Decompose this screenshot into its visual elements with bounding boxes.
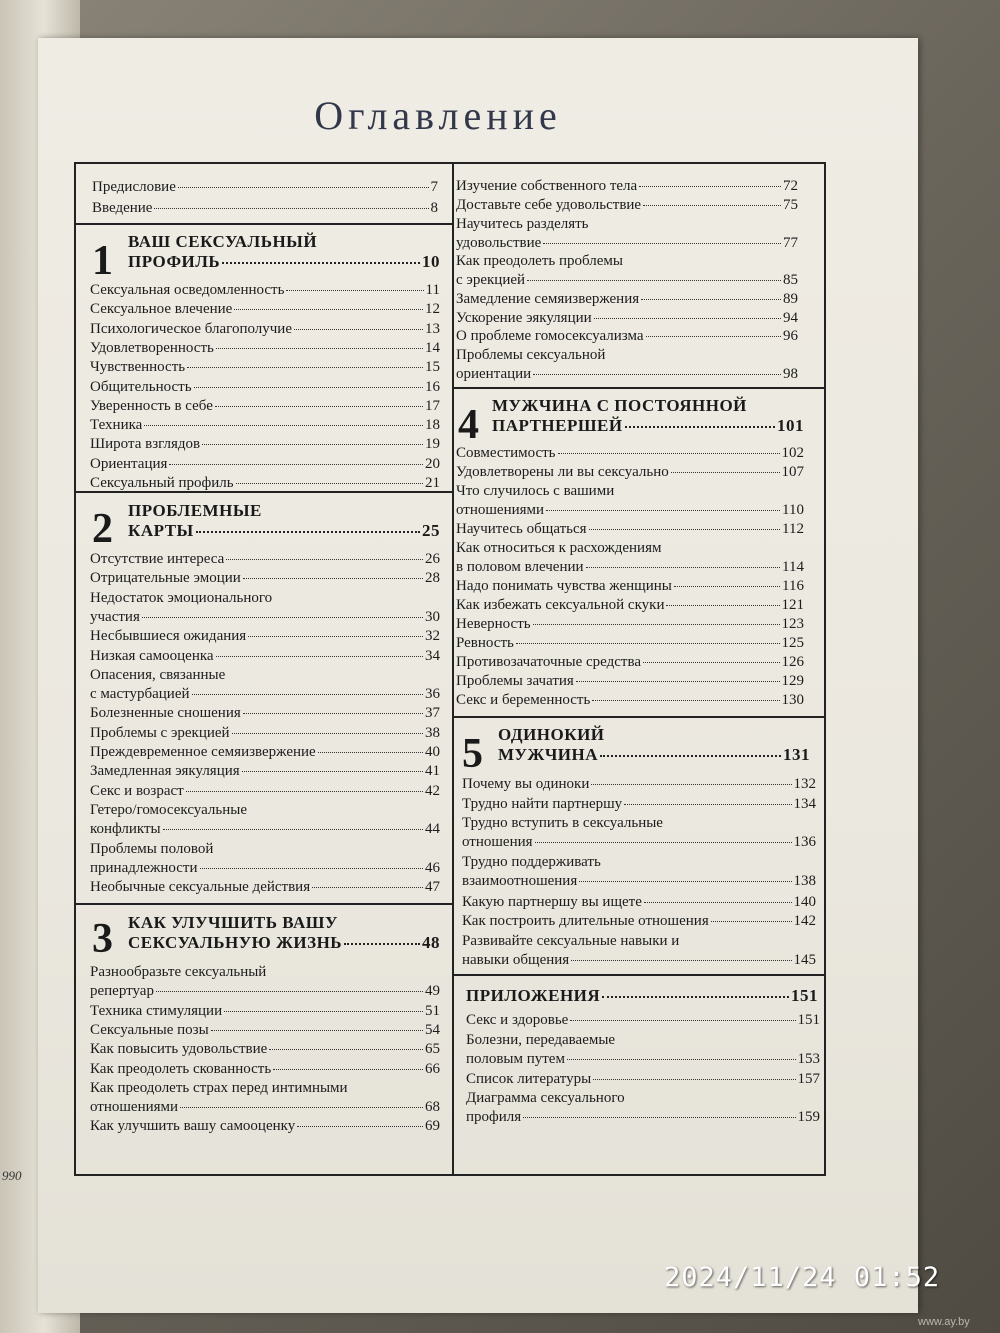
toc-entry-page: 85 [783,272,798,289]
toc-entry-text: Замедленная эякуляция [90,763,240,780]
toc-entry-page: 40 [425,744,440,760]
toc-entry-text: взаимоотношения [462,873,578,890]
toc-entry-page: 153 [797,1050,820,1067]
toc-entry-text: участия [90,608,140,625]
toc-entry-text: Техника [90,417,143,434]
toc-entry-page: 112 [782,521,804,537]
toc-entry-page: 44 [425,820,440,837]
toc-entry-text: Как преодолеть скованность [90,1060,272,1077]
toc-entry[interactable] [456,653,804,671]
separator [453,387,826,389]
toc-entry-text: Низкая самооценка [90,647,214,664]
toc-entry[interactable] [90,358,440,376]
toc-entry-text: Трудно вступить в сексуальные [462,815,663,832]
toc-entry-page: 69 [425,1118,440,1135]
toc-entry[interactable] [90,801,440,839]
toc-entry[interactable] [462,893,816,911]
toc-entry-page: 142 [793,913,816,930]
toc-entry-page: 34 [425,647,440,664]
toc-entry[interactable] [90,455,440,473]
toc-entry-text: Сексуальные позы [90,1021,209,1038]
toc-entry-page: 125 [781,635,804,651]
toc-entry-text: Совместимость [456,445,556,461]
toc-entry-page: 136 [793,834,816,851]
toc-entry-page: 134 [793,795,816,812]
toc-entry-page: 72 [783,178,798,194]
toc-entry[interactable] [456,177,798,195]
toc-entry-text: репертуар [90,983,154,999]
toc-entry[interactable] [90,378,440,396]
toc-entry[interactable] [90,300,440,318]
toc-entry-text: Секс и беременность [456,692,591,708]
toc-entry-text: Замедление семяизвержения [456,290,640,307]
toc-entry-page: 68 [425,1098,440,1115]
toc-entry[interactable] [456,539,804,577]
toc-entry[interactable] [456,252,798,290]
toc-entry-page: 138 [793,873,816,890]
toc-entry-text: Научитесь разделять [456,215,589,232]
toc-entry-text: Общительность [90,378,192,395]
toc-entry-text: Проблемы половой [90,840,214,857]
toc-entry[interactable] [90,762,440,780]
toc-entry-text: Научитесь общаться [456,521,587,537]
toc-entry-text: Психологическое благополучие [90,320,292,337]
photo-timestamp: 2024/11/24 01:52 [664,1262,941,1293]
toc-entry[interactable] [456,596,804,614]
toc-entry[interactable] [456,691,804,709]
toc-entry-text: Разнообразьте сексуальный [90,964,267,980]
toc-entry[interactable] [90,474,440,492]
site-watermark: www.ay.by [918,1316,970,1328]
toc-entry-text: Секс и здоровье [466,1012,569,1028]
toc-entry-text: Ориентация [90,455,168,472]
toc-entry-text: конфликты [90,820,161,837]
toc-entry-page: 116 [782,578,804,594]
toc-entry[interactable] [90,435,440,453]
toc-entry-text: Удовлетворенность [90,339,214,356]
toc-entry-page: 19 [425,436,440,453]
toc-entry[interactable] [456,309,798,327]
toc-entry-page: 102 [781,445,804,461]
toc-entry-page: 129 [781,673,804,689]
toc-entry-page: 18 [425,417,440,434]
chapter-4-number: 4 [458,402,479,448]
toc-entry-page: 20 [425,455,440,472]
toc-entry[interactable] [90,724,440,742]
toc-entry-page: 16 [425,378,440,395]
toc-entry[interactable] [90,1117,440,1135]
toc-entry-page: 54 [425,1021,440,1038]
toc-entry-text: отношения [462,834,533,851]
toc-entry[interactable] [90,397,440,415]
toc-entry[interactable] [462,932,816,970]
toc-entry[interactable] [90,1079,440,1117]
toc-entry-text: Изучение собственного тела [456,178,638,194]
toc-entry-text: Доставьте себе удовольствие [456,196,642,213]
toc-entry[interactable] [456,482,804,520]
toc-entry-text: с мастурбацией [90,685,190,702]
toc-entry-page: 42 [425,782,440,799]
chapter-5-number: 5 [462,731,483,777]
toc-entry-page: 46 [425,859,440,876]
toc-entry-text: Преждевременное семяизвержение [90,744,316,760]
toc-entry[interactable] [90,782,440,800]
toc-entry-page: 94 [783,309,798,326]
toc-entry[interactable] [462,853,816,891]
toc-entry-text: Надо понимать чувства женщины [456,578,672,594]
toc-entry[interactable] [90,416,440,434]
toc-entry-text: Болезни, передаваемые [466,1031,616,1048]
toc-entry[interactable] [90,1060,440,1078]
toc-entry-text: Гетеро/гомосексуальные [90,801,247,818]
toc-entry[interactable] [90,550,440,568]
toc-entry-text: Проблемы с эрекцией [90,724,230,741]
toc-entry-text: Сексуальный профиль [90,475,234,491]
toc-entry-text: Неверность [456,616,531,632]
toc-entry-page: 151 [797,1012,820,1028]
toc-entry[interactable] [456,577,804,595]
toc-entry-page: 36 [425,685,440,702]
toc-entry-page: 37 [425,705,440,722]
toc-entry-page: 157 [797,1070,820,1087]
toc-entry-text: удовольствие [456,234,542,251]
toc-entry-text: Техника стимуляции [90,1002,223,1019]
page-title: Оглавление [314,93,562,138]
toc-entry-page: 12 [425,301,440,318]
toc-entry-text: с эрекцией [456,272,526,289]
toc-entry-text: Опасения, связанные [90,666,226,683]
toc-entry-text: профиля [466,1109,522,1126]
separator [74,903,453,905]
toc-entry-text: Как преодолеть проблемы [456,253,623,270]
toc-entry[interactable] [456,346,798,384]
toc-entry-text: Список литературы [466,1070,592,1087]
toc-entry[interactable] [462,912,816,930]
toc-entry-text: Что случилось с вашими [456,483,615,499]
chapter-3-number: 3 [92,916,113,962]
toc-entry-text: Проблемы сексуальной [456,347,606,364]
toc-entry-text: Противозачаточные средства [456,654,642,670]
toc-entry[interactable] [90,963,440,1001]
toc-entry-text: Отрицательные эмоции [90,570,241,587]
toc-entry[interactable] [90,320,440,338]
toc-entry-text: в половом влечении [456,559,584,575]
toc-entry-text: Сексуальная осведомленность [90,282,285,298]
toc-entry-page: 14 [425,339,440,356]
toc-entry[interactable] [90,704,440,722]
toc-entry-page: 77 [783,234,798,251]
toc-entry-page: 51 [425,1002,440,1019]
toc-entry-text: О проблеме гомосексуализма [456,328,644,345]
toc-entry[interactable] [456,615,804,633]
toc-entry-page: 49 [425,983,440,999]
toc-entry[interactable] [90,281,440,299]
toc-entry-text: Диаграмма сексуального [466,1090,625,1107]
toc-entry[interactable] [90,627,440,645]
toc-entry-page: 66 [425,1060,440,1077]
toc-entry-text: Отсутствие интереса [90,551,225,567]
toc-entry-page: 32 [425,628,440,645]
toc-entry-text: Почему вы одиноки [462,776,590,792]
toc-entry-page: 47 [425,879,440,896]
toc-entry[interactable] [456,520,804,538]
toc-entry-page: 65 [425,1041,440,1058]
toc-entry-page: 28 [425,570,440,587]
toc-entry-text: Уверенность в себе [90,397,213,414]
toc-entry-page: 89 [783,290,798,307]
toc-entry-text: Какую партнершу вы ищете [462,893,642,910]
toc-entry[interactable] [456,672,804,690]
toc-entry-page: 140 [793,893,816,910]
toc-entry[interactable] [90,743,440,761]
toc-entry[interactable] [462,814,816,852]
toc-entry[interactable] [90,878,440,896]
toc-entry-text: отношениями [456,502,545,518]
toc-entry-page: 11 [425,282,440,298]
toc-entry-page: 107 [781,464,804,480]
toc-entry[interactable] [462,775,816,793]
toc-entry[interactable] [90,1040,440,1058]
appendix-title[interactable]: ПРИЛОЖЕНИЯ 151 [466,986,818,1005]
toc-entry-page: 26 [425,551,440,567]
toc-entry[interactable] [456,290,798,308]
column-divider [452,162,454,1174]
toc-entry-page: 110 [782,502,804,518]
toc-entry-page: 21 [425,475,440,491]
toc-entry-text: Как избежать сексуальной скуки [456,597,665,613]
toc-entry[interactable] [456,196,798,214]
chapter-5-title[interactable]: ОДИНОКИЙ МУЖЧИНА 131 [498,725,810,764]
chapter-1-number: 1 [92,238,113,284]
toc-entry[interactable] [462,795,816,813]
toc-entry-text: Трудно найти партнершу [462,795,623,812]
toc-entry-text: половым путем [466,1050,565,1067]
toc-entry-text: Трудно поддерживать [462,854,601,871]
separator [453,716,826,718]
toc-entry-page: 121 [781,597,804,613]
toc-entry[interactable] [466,1070,820,1088]
toc-entry-page: 123 [781,616,804,632]
toc-entry-text: Широта взглядов [90,436,201,453]
toc-entry-text: Удовлетворены ли вы сексуально [456,464,669,480]
toc-entry[interactable] [456,634,804,652]
toc-entry-page: 132 [793,776,816,792]
chapter-4-title[interactable]: МУЖЧИНА С ПОСТОЯННОЙ ПАРТНЕРШЕЙ 101 [492,396,804,435]
toc-entry-text: Болезненные сношения [90,705,241,722]
toc-entry[interactable] [456,327,798,345]
toc-entry-text: Ревность [456,635,514,651]
toc-entry-text: Несбывшиеся ожидания [90,628,247,645]
separator [453,974,826,976]
toc-entry-text: Необычные сексуальные действия [90,879,311,896]
toc-entry-page: 38 [425,724,440,741]
toc-entry-text: Чувственность [90,359,186,376]
toc-entry-page: 98 [783,366,798,383]
toc-entry[interactable] [90,339,440,357]
toc-entry-page: 130 [781,692,804,708]
toc-entry-page: 159 [797,1109,820,1126]
toc-entry[interactable] [466,1089,820,1127]
toc-entry-text: принадлежности [90,859,198,876]
chapter-2-number: 2 [92,506,113,552]
toc-entry-page: 126 [781,654,804,670]
toc-entry-page: 114 [782,559,804,575]
toc-entry[interactable] [90,1002,440,1020]
toc-entry[interactable] [90,666,440,704]
toc-entry-text: Как преодолеть страх перед интимными [90,1079,348,1096]
toc-entry-text: отношениями [90,1098,179,1115]
toc-entry[interactable] [466,1011,820,1029]
toc-entry[interactable] [456,444,804,462]
toc-entry-text: Как улучшить вашу самооценку [90,1118,296,1135]
margin-stamp: 990 [2,1168,22,1183]
chapter-1-title[interactable]: ВАШ СЕКСУАЛЬНЫЙ ПРОФИЛЬ 10 [128,232,440,271]
toc-entry-page: 13 [425,320,440,337]
toc-entry-text: Как повысить удовольствие [90,1041,268,1058]
toc-entry-text: Сексуальное влечение [90,301,233,318]
toc-entry[interactable] [456,463,804,481]
toc-entry-page: 96 [783,328,798,345]
toc-entry-text: ориентации [456,366,532,383]
chapter-3-title[interactable]: КАК УЛУЧШИТЬ ВАШУ СЕКСУАЛЬНУЮ ЖИЗНЬ 48 [128,913,440,952]
toc-entry-introduction[interactable]: Введение 8 [92,200,438,216]
chapter-2-title[interactable]: ПРОБЛЕМНЫЕ КАРТЫ 25 [128,501,440,540]
toc-entry[interactable] [90,1021,440,1039]
toc-entry[interactable] [466,1031,820,1069]
toc-entry[interactable] [456,215,798,253]
toc-entry-text: Недостаток эмоционального [90,589,273,606]
toc-entry-page: 41 [425,763,440,780]
toc-entry-text: Как построить длительные отношения [462,913,709,930]
toc-entry-page: 145 [793,951,816,968]
toc-entry-page: 30 [425,608,440,625]
toc-entry-text: Секс и возраст [90,782,184,799]
toc-entry[interactable] [90,569,440,587]
toc-entry-page: 15 [425,359,440,376]
separator [74,223,453,225]
toc-entry-text: Ускорение эякуляции [456,309,592,326]
toc-entry[interactable] [90,589,440,627]
toc-entry-page: 75 [783,196,798,213]
toc-entry-text: Развивайте сексуальные навыки и [462,932,680,949]
toc-entry-text: Как относиться к расхождениям [456,540,662,556]
toc-entry-page: 17 [425,397,440,414]
toc-entry-text: навыки общения [462,951,570,968]
toc-entry[interactable] [90,840,440,878]
toc-entry-preface[interactable]: Предисловие 7 [92,179,438,195]
toc-entry[interactable] [90,647,440,665]
toc-entry-text: Проблемы зачатия [456,673,574,689]
